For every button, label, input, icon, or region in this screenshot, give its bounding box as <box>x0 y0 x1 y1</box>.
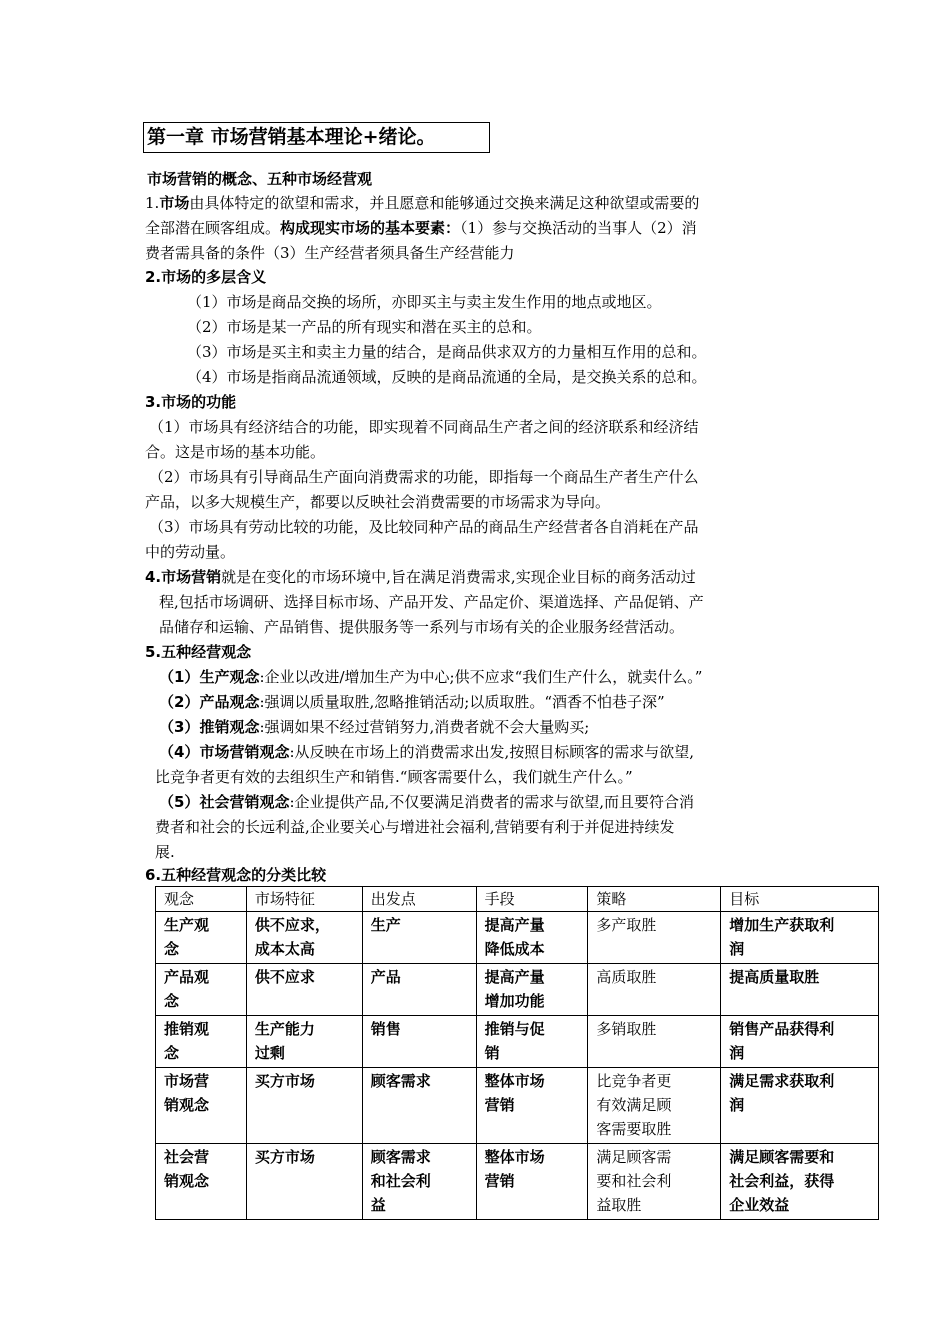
cell-line: 推销与促 <box>484 1020 545 1038</box>
cell-line: 增加生产获取利 <box>729 916 835 934</box>
table-cell <box>362 1016 476 1068</box>
table-cell <box>246 964 362 1016</box>
table-header-cell: 出发点 <box>362 887 476 912</box>
table-header-cell: 手段 <box>476 887 588 912</box>
cell-line: 益取胜 <box>596 1196 642 1214</box>
table-cell <box>156 912 247 964</box>
item5-heading: 5.五种经营观念 <box>145 643 252 661</box>
cell-line: 营销 <box>484 1096 515 1114</box>
table-row <box>156 1068 879 1144</box>
concept-term: 社会营销观念 <box>199 793 290 811</box>
cell-line: 销观念 <box>164 1172 210 1190</box>
concept-line <box>159 741 694 763</box>
cell-line: 降低成本 <box>484 940 545 958</box>
item2-point: （4）市场是指商品流通领域，反映的是商品流通的全局，是交换关系的总和。 <box>187 368 707 386</box>
table-cell <box>476 1068 588 1144</box>
item4-num: 4. <box>145 568 162 586</box>
table-cell <box>476 1144 588 1220</box>
cell-line: 要和社会利 <box>596 1172 672 1190</box>
cell-line: 社会营 <box>164 1148 210 1166</box>
table-header-cell: 观念 <box>156 887 247 912</box>
table-cell <box>362 912 476 964</box>
concept-term: 推销观念 <box>199 718 260 736</box>
concept-text: :强调以质量取胜,忽略推销活动;以质取胜。“酒香不怕巷子深” <box>259 693 665 711</box>
section-heading: 市场营销的概念、五种市场经营观 <box>147 170 373 188</box>
table-row <box>156 964 879 1016</box>
item1-line1 <box>145 192 699 214</box>
item1-num: 1. <box>145 194 160 212</box>
item2-point: （2）市场是某一产品的所有现实和潜在买主的总和。 <box>187 318 542 336</box>
table-cell <box>156 1016 247 1068</box>
table-cell <box>588 912 721 964</box>
table-cell <box>721 1068 879 1144</box>
concept-num: （2） <box>159 693 200 711</box>
cell-line: 益 <box>370 1196 386 1214</box>
item3-heading: 3.市场的功能 <box>145 393 237 411</box>
item3-line: （1）市场具有经济结合的功能，即实现着不同商品生产者之间的经济联系和经济结 <box>149 418 699 436</box>
table-cell <box>721 1016 879 1068</box>
item1-term: 市场 <box>159 194 190 212</box>
cell-line: 成本太高 <box>254 940 315 958</box>
concept-num: （3） <box>159 718 200 736</box>
cell-line: 社会利益，获得 <box>729 1172 835 1190</box>
cell-line: 顾客需求 <box>370 1148 431 1166</box>
table-header-cell: 市场特征 <box>246 887 362 912</box>
table-cell <box>721 1144 879 1220</box>
item1-line2-bold: 构成现实市场的基本要素： <box>280 219 461 237</box>
cell-line: 念 <box>164 1044 180 1062</box>
cell-line: 增加功能 <box>484 992 545 1010</box>
cell-line: 满足需求获取利 <box>729 1072 835 1090</box>
cell-line: 产品观 <box>164 968 210 986</box>
table-row <box>156 1144 879 1220</box>
table-row <box>156 1016 879 1068</box>
concept-line <box>159 666 702 688</box>
table-cell <box>156 964 247 1016</box>
item2-point: （1）市场是商品交换的场所，亦即买主与卖主发生作用的地点或地区。 <box>187 293 662 311</box>
cell-line: 过剩 <box>254 1044 285 1062</box>
item4-line2: 程,包括市场调研、选择目标市场、产品开发、产品定价、渠道选择、产品促销、产 <box>159 593 704 611</box>
cell-line: 市场营 <box>164 1072 210 1090</box>
item1-line3: 费者需具备的条件（3）生产经营者须具备生产经营能力 <box>145 244 515 262</box>
item3-line: 中的劳动量。 <box>145 543 236 561</box>
concept-line-cont: 比竞争者更有效的去组织生产和销售.“顾客需要什么，我们就生产什么。” <box>155 768 633 786</box>
cell-line: 供不应求 <box>254 968 315 986</box>
cell-line: 买方市场 <box>254 1072 315 1090</box>
table-cell <box>588 1016 721 1068</box>
item4-line1 <box>145 566 696 588</box>
table-cell <box>362 1144 476 1220</box>
table-cell <box>476 912 588 964</box>
cell-line: 润 <box>729 1096 745 1114</box>
cell-line: 销售 <box>370 1020 401 1038</box>
concept-line <box>159 716 589 738</box>
concept-text: :强调如果不经过营销努力,消费者就不会大量购买; <box>259 718 590 736</box>
item1-line2-b: （1）参与交换活动的当事人（2）消 <box>460 219 697 237</box>
item3-line: （3）市场具有劳动比较的功能，及比较同种产品的商品生产经营者各自消耗在产品 <box>149 518 699 536</box>
concept-num: （5） <box>159 793 200 811</box>
table-cell <box>588 1068 721 1144</box>
table-cell <box>588 964 721 1016</box>
cell-line: 营销 <box>484 1172 515 1190</box>
cell-line: 润 <box>729 1044 745 1062</box>
chapter-title: 第一章 市场营销基本理论+绪论。 <box>143 122 490 153</box>
cell-line: 高质取胜 <box>596 968 657 986</box>
table-cell <box>721 912 879 964</box>
concept-text: :企业以改进/增加生产为中心;供不应求“我们生产什么，就卖什么。” <box>259 668 703 686</box>
cell-line: 满足顾客需要和 <box>729 1148 835 1166</box>
cell-line: 生产能力 <box>254 1020 315 1038</box>
cell-line: 生产观 <box>164 916 210 934</box>
cell-line: 念 <box>164 992 180 1010</box>
table-header-cell: 目标 <box>721 887 879 912</box>
concept-text: :从反映在市场上的消费需求出发,按照目标顾客的需求与欲望, <box>289 743 695 761</box>
table-cell <box>156 1144 247 1220</box>
cell-line: 客需要取胜 <box>596 1120 672 1138</box>
concept-term: 市场营销观念 <box>199 743 290 761</box>
table-cell <box>246 1068 362 1144</box>
cell-line: 有效满足顾 <box>596 1096 672 1114</box>
cell-line: 和社会利 <box>370 1172 431 1190</box>
cell-line: 提高产量 <box>484 916 545 934</box>
item1-line2-a: 全部潜在顾客组成。 <box>145 219 281 237</box>
cell-line: 顾客需求 <box>370 1072 431 1090</box>
table-cell <box>476 1016 588 1068</box>
table-cell <box>588 1144 721 1220</box>
table-cell <box>156 1068 247 1144</box>
cell-line: 提高产量 <box>484 968 545 986</box>
cell-line: 整体市场 <box>484 1148 545 1166</box>
item4-term: 市场营销 <box>161 568 222 586</box>
cell-line: 生产 <box>370 916 401 934</box>
cell-line: 整体市场 <box>484 1072 545 1090</box>
item3-line: 合。这是市场的基本功能。 <box>145 443 326 461</box>
item1-line2 <box>145 217 697 239</box>
item4-line1-rest: 就是在变化的市场环境中,旨在满足消费需求,实现企业目标的商务活动过 <box>221 568 696 586</box>
table-cell <box>246 1144 362 1220</box>
concept-line <box>159 691 665 713</box>
table-cell <box>721 964 879 1016</box>
concept-line-cont: 展. <box>155 843 175 861</box>
table-cell <box>362 1068 476 1144</box>
table-header-row <box>156 887 879 912</box>
cell-line: 润 <box>729 940 745 958</box>
cell-line: 企业效益 <box>729 1196 790 1214</box>
cell-line: 产品 <box>370 968 401 986</box>
concept-num: （1） <box>159 668 200 686</box>
concept-text: :企业提供产品,不仅要满足消费者的需求与欲望,而且要符合消 <box>289 793 695 811</box>
table-header-cell: 策略 <box>588 887 721 912</box>
cell-line: 提高质量取胜 <box>729 968 820 986</box>
table-row <box>156 912 879 964</box>
item6-heading: 6.五种经营观念的分类比较 <box>145 866 327 884</box>
cell-line: 念 <box>164 940 180 958</box>
item3-line: 产品，以多大规模生产，都要以反映社会消费需要的市场需求为导向。 <box>145 493 611 511</box>
cell-line: 多产取胜 <box>596 916 657 934</box>
table-cell <box>246 1016 362 1068</box>
concept-line-cont: 费者和社会的长远利益,企业要关心与增进社会福利,营销要有利于并促进持续发 <box>155 818 675 836</box>
table-cell <box>476 964 588 1016</box>
item1-line1-rest: 由具体特定的欲望和需求，并且愿意和能够通过交换来满足这种欲望或需要的 <box>189 194 700 212</box>
cell-line: 销售产品获得利 <box>729 1020 835 1038</box>
concept-term: 产品观念 <box>199 693 260 711</box>
concept-term: 生产观念 <box>199 668 260 686</box>
cell-line: 多销取胜 <box>596 1020 657 1038</box>
cell-line: 销 <box>484 1044 500 1062</box>
item2-heading: 2.市场的多层含义 <box>145 268 267 286</box>
item2-point: （3）市场是买主和卖主力量的结合，是商品供求双方的力量相互作用的总和。 <box>187 343 707 361</box>
cell-line: 满足顾客需 <box>596 1148 672 1166</box>
comparison-table <box>155 886 879 1220</box>
item4-line3: 品储存和运输、产品销售、提供服务等一系列与市场有关的企业服务经营活动。 <box>159 618 685 636</box>
cell-line: 推销观 <box>164 1020 210 1038</box>
concept-line <box>159 791 694 813</box>
table-cell <box>362 964 476 1016</box>
cell-line: 比竞争者更 <box>596 1072 672 1090</box>
cell-line: 销观念 <box>164 1096 210 1114</box>
cell-line: 供不应求， <box>254 916 330 934</box>
item3-line: （2）市场具有引导商品生产面向消费需求的功能，即指每一个商品生产者生产什么 <box>149 468 699 486</box>
table-cell <box>246 912 362 964</box>
cell-line: 买方市场 <box>254 1148 315 1166</box>
concept-num: （4） <box>159 743 200 761</box>
